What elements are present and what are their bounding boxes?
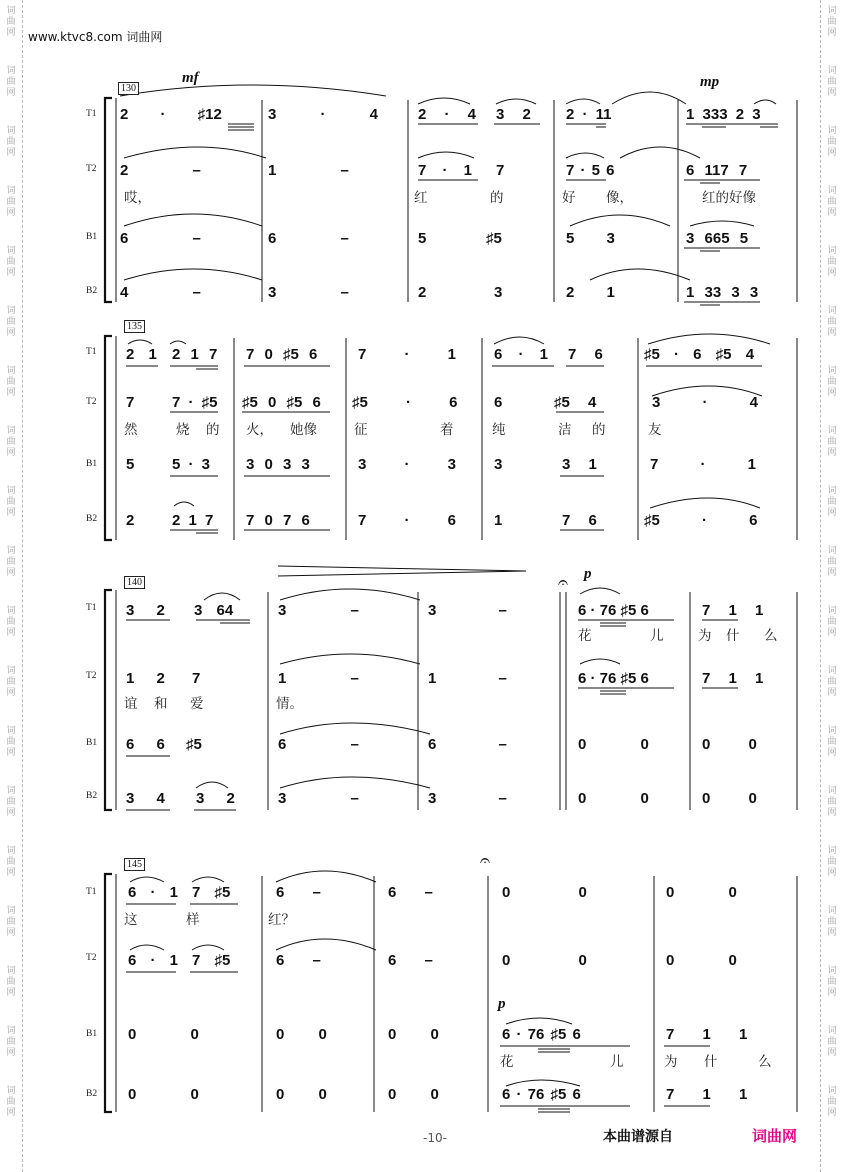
watermark-glyphs: 词 曲 网	[6, 726, 16, 758]
b1-m149: 7 1 1	[666, 1026, 748, 1043]
t2-m130: 2 –	[120, 162, 201, 179]
b2-m130: 4 –	[120, 284, 201, 301]
watermark-glyphs: 词 曲 网	[6, 1086, 16, 1118]
lyric: 洁	[558, 422, 572, 438]
lyric: 为	[698, 628, 712, 644]
watermark-glyphs: 词 曲 网	[6, 786, 16, 818]
part-label-b2: B2	[86, 286, 98, 296]
t2-m136: ♯5 0 ♯5 6	[242, 394, 321, 411]
watermark-glyphs: 词 曲 网	[827, 726, 837, 758]
part-label-t2: T2	[86, 164, 97, 174]
part-label-t2: T2	[86, 953, 97, 963]
b1-m144: 0 0	[702, 736, 757, 753]
b2-m149: 7 1 1	[666, 1086, 748, 1103]
b1-m131: 6 –	[268, 230, 349, 247]
b2-m131: 3 –	[268, 284, 349, 301]
measure-number: 135	[124, 320, 145, 333]
b1-m136: 3 0 3 3	[246, 456, 310, 473]
t1-m136: 7 0 ♯5 6	[246, 346, 318, 363]
b2-m147: 0 0	[388, 1086, 439, 1103]
t1-m132b: 3 2	[496, 106, 531, 123]
t1-m137: 7 · 1	[358, 346, 457, 363]
watermark-glyphs: 词 曲 网	[6, 306, 16, 338]
lyric: 爱	[190, 696, 204, 712]
t2-m134: 6 117 7	[686, 162, 748, 179]
part-label-b2: B2	[86, 791, 98, 801]
t1-m130a: 2 · ♯12	[120, 106, 222, 123]
b1-m143: 0 0	[578, 736, 649, 753]
t1-m148: 0 0	[502, 884, 587, 901]
t1-m138a: 6 · 1	[494, 346, 549, 363]
b2-m138a: 1	[494, 512, 503, 529]
t2-m132a: 7 · 1	[418, 162, 473, 179]
t2-m137: ♯5 · 6	[352, 394, 458, 411]
b2-m133: 2 1	[566, 284, 615, 301]
measure-number: 130	[118, 82, 139, 95]
t2-m142: 1 –	[428, 670, 507, 687]
lyric: 她像	[290, 422, 317, 438]
watermark-glyphs: 词 曲 网	[6, 486, 16, 518]
t2-m140a: 1 2	[126, 670, 165, 687]
b2-m135b: 2 1 7	[172, 512, 214, 529]
watermark-glyphs: 词 曲 网	[827, 366, 837, 398]
watermark-glyphs: 词 曲 网	[827, 906, 837, 938]
t2-m149: 0 0	[666, 952, 737, 969]
lyric: 情。	[276, 696, 303, 712]
watermark-glyphs: 词 曲 网	[6, 966, 16, 998]
part-label-b2: B2	[86, 1089, 98, 1099]
lyric: 的	[206, 422, 220, 438]
b2-m146: 0 0	[276, 1086, 327, 1103]
watermark-glyphs: 词 曲 网	[6, 186, 16, 218]
fermata-icon: 𝄐	[558, 572, 569, 593]
b1-m141: 6 –	[278, 736, 359, 753]
b2-m142: 3 –	[428, 790, 507, 807]
b1-m148: 6 · 76 ♯5 6	[502, 1026, 581, 1043]
b2-m136: 7 0 7 6	[246, 512, 310, 529]
t2-m141: 1 –	[278, 670, 359, 687]
b1-m135b: 5 · 3	[172, 456, 211, 473]
b2-m144: 0 0	[702, 790, 757, 807]
b1-m139: 7 · 1	[650, 456, 757, 473]
watermark-glyphs: 词 曲 网	[6, 246, 16, 278]
b2-m145: 0 0	[128, 1086, 199, 1103]
t2-m132b: 7	[496, 162, 505, 179]
measure-number: 140	[124, 576, 145, 589]
part-label-t1: T1	[86, 109, 97, 119]
t1-m147: 6 –	[388, 884, 433, 901]
b2-m134: 1 33 3 3	[686, 284, 759, 301]
t1-m131: 3 · 4	[268, 106, 379, 123]
t2-m138b: ♯5 4	[554, 394, 597, 411]
page-number: -10-	[423, 1131, 447, 1145]
t1-m142: 3 –	[428, 602, 507, 619]
b2-m143: 0 0	[578, 790, 649, 807]
t1-m135b: 2 1 7	[172, 346, 218, 363]
lyric: 烧	[176, 422, 190, 438]
lyric: 和	[154, 696, 168, 712]
b1-m138b: 3 1	[562, 456, 597, 473]
t1-m145b: 7 ♯5	[192, 884, 231, 901]
b1-m130: 6 –	[120, 230, 201, 247]
b2-m138b: 7 6	[562, 512, 597, 529]
t2-m131: 1 –	[268, 162, 349, 179]
watermark-glyphs: 词 曲 网	[827, 666, 837, 698]
part-label-b1: B1	[86, 1029, 98, 1039]
watermark-glyphs: 词 曲 网	[827, 6, 837, 38]
lyric: 火，	[246, 422, 273, 438]
t1-m135a: 2 1	[126, 346, 157, 363]
lyric: 儿	[610, 1054, 624, 1070]
lyric: 为	[664, 1054, 678, 1070]
t2-m138a: 6	[494, 394, 503, 411]
watermark-glyphs: 词 曲 网	[827, 426, 837, 458]
b1-m146: 0 0	[276, 1026, 327, 1043]
b1-m140b: ♯5	[186, 736, 202, 753]
watermark-glyphs: 词 曲 网	[827, 786, 837, 818]
part-label-t2: T2	[86, 397, 97, 407]
watermark-glyphs: 词 曲 网	[6, 846, 16, 878]
lyric: 儿	[650, 628, 664, 644]
lyric: 么	[758, 1054, 772, 1070]
lyric: 花	[578, 628, 592, 644]
watermark-glyphs: 词 曲 网	[6, 126, 16, 158]
watermark-glyphs: 词 曲 网	[6, 666, 16, 698]
b1-m134: 3 665 5	[686, 230, 749, 247]
dynamic-p: p	[584, 566, 592, 582]
lyric: 着	[440, 422, 454, 438]
t1-m132a: 2 · 4	[418, 106, 477, 123]
watermark-glyphs: 词 曲 网	[827, 306, 837, 338]
t2-m143: 6 · 76 ♯5 6	[578, 670, 649, 687]
source-label: 本曲谱源自	[603, 1129, 673, 1145]
b1-m145: 0 0	[128, 1026, 199, 1043]
b1-m133: 5 3	[566, 230, 615, 247]
part-label-b1: B1	[86, 232, 98, 242]
dynamic-mf: mf	[182, 70, 199, 86]
part-label-t1: T1	[86, 347, 97, 357]
lyric: 哎，	[124, 190, 151, 206]
dynamic-p: p	[498, 996, 506, 1012]
t2-m140b: 7	[192, 670, 201, 687]
site-url[interactable]: www.ktvc8.com 词曲网	[28, 30, 163, 44]
part-label-t1: T1	[86, 887, 97, 897]
fermata-icon: 𝄐	[480, 850, 491, 871]
t2-m139: 3 · 4	[652, 394, 759, 411]
b2-m140b: 3 2	[196, 790, 235, 807]
b2-m135a: 2	[126, 512, 135, 529]
watermark-glyphs: 词 曲 网	[6, 426, 16, 458]
part-label-t1: T1	[86, 603, 97, 613]
b2-m132b: 3	[494, 284, 503, 301]
b2-m137: 7 · 6	[358, 512, 457, 529]
watermark-glyphs: 词 曲 网	[827, 846, 837, 878]
part-label-b1: B1	[86, 738, 98, 748]
t2-m148: 0 0	[502, 952, 587, 969]
b1-m138a: 3	[494, 456, 503, 473]
b2-m141: 3 –	[278, 790, 359, 807]
t1-m141: 3 –	[278, 602, 359, 619]
t1-m133: 2 · 11	[566, 106, 612, 123]
t2-m146: 6 –	[276, 952, 321, 969]
b2-m148: 6 · 76 ♯5 6	[502, 1086, 581, 1103]
lyric: 像，	[606, 190, 633, 206]
b1-m140a: 6 6	[126, 736, 165, 753]
part-label-t2: T2	[86, 671, 97, 681]
lyric: 的	[490, 190, 504, 206]
watermark-glyphs: 词 曲 网	[827, 126, 837, 158]
watermark-glyphs: 词 曲 网	[827, 66, 837, 98]
b1-m132b: ♯5	[486, 230, 502, 247]
lyric: 红的好像	[702, 190, 756, 206]
watermark-glyphs: 词 曲 网	[827, 186, 837, 218]
lyric: 红	[414, 190, 428, 206]
lyric: 什	[704, 1054, 718, 1070]
b2-m139: ♯5 · 6	[644, 512, 758, 529]
watermark-glyphs: 词 曲 网	[6, 606, 16, 638]
t2-m145b: 7 ♯5	[192, 952, 231, 969]
t2-m135a: 7	[126, 394, 135, 411]
t1-m144: 7 1 1	[702, 602, 764, 619]
b1-m132a: 5	[418, 230, 427, 247]
lyric: 什	[726, 628, 740, 644]
t1-m140b: 3 64	[194, 602, 234, 619]
lyric: 然	[124, 422, 138, 438]
lyric: 纯	[492, 422, 506, 438]
watermark-glyphs: 词 曲 网	[6, 366, 16, 398]
watermark-glyphs: 词 曲 网	[6, 1026, 16, 1058]
b1-m147: 0 0	[388, 1026, 439, 1043]
watermark-glyphs: 词 曲 网	[827, 606, 837, 638]
part-label-b2: B2	[86, 514, 98, 524]
watermark-glyphs: 词 曲 网	[6, 546, 16, 578]
t1-m146: 6 –	[276, 884, 321, 901]
lyric: 征	[354, 422, 368, 438]
t1-m140a: 3 2	[126, 602, 165, 619]
lyric: 的	[592, 422, 606, 438]
b1-m135a: 5	[126, 456, 135, 473]
t2-m135b: 7 · ♯5	[172, 394, 218, 411]
t1-m145a: 6 · 1	[128, 884, 179, 901]
part-label-b1: B1	[86, 459, 98, 469]
watermark-glyphs: 词 曲 网	[827, 486, 837, 518]
watermark-glyphs: 词 曲 网	[827, 1026, 837, 1058]
lyric: 友	[648, 422, 662, 438]
t2-m133: 7 · 5 6	[566, 162, 615, 179]
t2-m145a: 6 · 1	[128, 952, 179, 969]
lyric: 好	[562, 190, 576, 206]
lyric: 谊	[124, 696, 138, 712]
b2-m140a: 3 4	[126, 790, 165, 807]
b1-m137: 3 · 3	[358, 456, 457, 473]
lyric: 样	[186, 912, 200, 928]
t1-m143: 6 · 76 ♯5 6	[578, 602, 649, 619]
watermark-glyphs: 词 曲 网	[6, 6, 16, 38]
t1-m139: ♯5 · 6 ♯5 4	[644, 346, 755, 363]
t1-m149: 0 0	[666, 884, 737, 901]
t2-m147: 6 –	[388, 952, 433, 969]
watermark-glyphs: 词 曲 网	[827, 246, 837, 278]
measure-number: 145	[124, 858, 145, 871]
watermark-glyphs: 词 曲 网	[827, 546, 837, 578]
watermark-glyphs: 词 曲 网	[827, 1086, 837, 1118]
b2-m132a: 2	[418, 284, 427, 301]
b1-m142: 6 –	[428, 736, 507, 753]
t1-m138b: 7 6	[568, 346, 603, 363]
t1-m134: 1 333 2 3	[686, 106, 761, 123]
lyric: 这	[124, 912, 138, 928]
lyric: 花	[500, 1054, 514, 1070]
dynamic-mp: mp	[700, 74, 720, 90]
lyric: 红？	[268, 912, 295, 928]
t2-m144: 7 1 1	[702, 670, 764, 687]
lyric: 么	[764, 628, 778, 644]
brand-link[interactable]: 词曲网	[752, 1127, 798, 1145]
watermark-glyphs: 词 曲 网	[6, 66, 16, 98]
watermark-glyphs: 词 曲 网	[827, 966, 837, 998]
watermark-glyphs: 词 曲 网	[6, 906, 16, 938]
